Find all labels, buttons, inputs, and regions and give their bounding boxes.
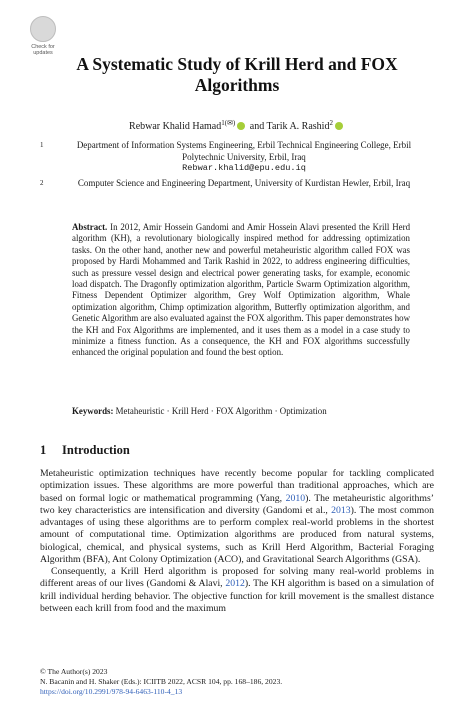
title-line-1: A Systematic Study of Krill Herd and FOX <box>76 54 398 74</box>
keywords <box>72 406 410 417</box>
author-name: Rebwar Khalid Hamad <box>129 121 222 132</box>
affiliation-2 <box>40 178 436 190</box>
author-connector: and <box>249 121 265 132</box>
section-number: 1 <box>40 443 47 457</box>
bookmark-icon <box>30 16 56 42</box>
abstract-text: In 2012, Amir Hossein Gandomi and Amir Hossein Alavi presented the Krill Herd algorithm (KH), a revolutionary biologically inspired method for addressing optimization tasks. On the other hand, another new and powerful metaheuristic algorithm called FOX was proposed by Hardi Mohammed and Tarik Rashid in 2022, to address engineering difficulties, such as pressure vessel design and electrical power generating tasks, for example, economic load dispatch. The Dragonfly optimization algorithm, Particle Swarm Optimization algorithm, Fitness Dependent Optimizer algorithm, Grey Wolf Optimization algorithm, Whale optimization algorithm, Chimp optimization algorithm, Butterfly optimization algorithm, and Genetic Algorithm are also evaluated against the FOX algorithm. This paper demonstrates how the KH and Fox Algorithms are implemented, and it uses them as a model in a case study to minimize a fitness function. As a consequence, the KH and FOX algorithms successfully enhanced the original population and found the best option. <box>72 222 411 358</box>
citation-link[interactable]: 2012 <box>225 578 245 590</box>
affiliation-number: 2 <box>40 179 44 187</box>
affiliation-1 <box>40 140 436 175</box>
citation-line: N. Bacanin and H. Shaker (Eds.): ICIITB 2022, ACSR 104, pp. 168–186, 2023. <box>40 677 283 686</box>
paragraph: Consequently, a Krill Herd algorithm is proposed for solving many real-world problems in different areas of our lives (Gandomi & Alavi, 2012). The KH algorithm is based on a simulation of krill individual herding behavior. The objective function for krill movement is the smallest distance between each krill from food and the maximum <box>40 566 434 614</box>
paper-title <box>40 54 434 96</box>
title-line-2: Algorithms <box>194 75 280 95</box>
orcid-icon[interactable] <box>237 122 245 130</box>
orcid-icon[interactable] <box>335 122 343 130</box>
author-superscript: 1(✉) <box>221 119 236 127</box>
abstract-label: Abstract. <box>72 222 108 232</box>
citation-link[interactable]: 2013 <box>331 504 351 516</box>
body-text <box>40 468 434 615</box>
affiliation-text: Polytechnic University, Erbil, Iraq <box>182 151 306 162</box>
badge-label: Check for updates <box>31 44 55 56</box>
keywords-text: Metaheuristic · Krill Herd · FOX Algorithm · Optimization <box>115 406 327 416</box>
affiliation-number: 1 <box>40 141 44 149</box>
author-superscript: 2 <box>329 119 333 127</box>
author-list <box>40 117 434 133</box>
affiliation-text: Department of Information Systems Engineering, Erbil Technical Engineering College, Erbil <box>76 140 412 150</box>
page-footer <box>40 667 434 697</box>
author-email[interactable]: Rebwar.khalid@epu.edu.iq <box>182 163 306 173</box>
section-heading <box>40 443 130 458</box>
abstract <box>72 222 410 359</box>
doi-link[interactable]: https://doi.org/10.2991/978-94-6463-110-4_13 <box>40 687 183 696</box>
affiliation-text: Computer Science and Engineering Department, University of Kurdistan Hewler, Erbil, Iraq <box>77 178 411 188</box>
citation-link[interactable]: 2010 <box>285 492 306 504</box>
section-title: Introduction <box>62 443 130 457</box>
copyright-notice: © The Author(s) 2023 <box>40 667 108 676</box>
author-name: Tarik A. Rashid <box>266 121 330 132</box>
keywords-label: Keywords: <box>72 406 114 416</box>
paragraph: Metaheuristic optimization techniques have recently become popular for tackling complicated optimization issues. These algorithms are more powerful than traditional approaches, which are based on formal logic or mathematical programming (Yang, 2010). The metaheuristic algorithms’ two key characteristics are intensification and diversity (Gandomi et al., 2013). The most common advantages of using these algorithms are to perform complex real-world problems in the shortest amount of computational time. Optimization algorithms are produced from natural systems, biological, chemical, and physical systems, such as Krill Herd Algorithm, Bacterial Foraging Algorithm (BFA), Ant Colony Optimization (ACO), and Gravitational Search Algorithms (GSA). <box>40 468 435 565</box>
